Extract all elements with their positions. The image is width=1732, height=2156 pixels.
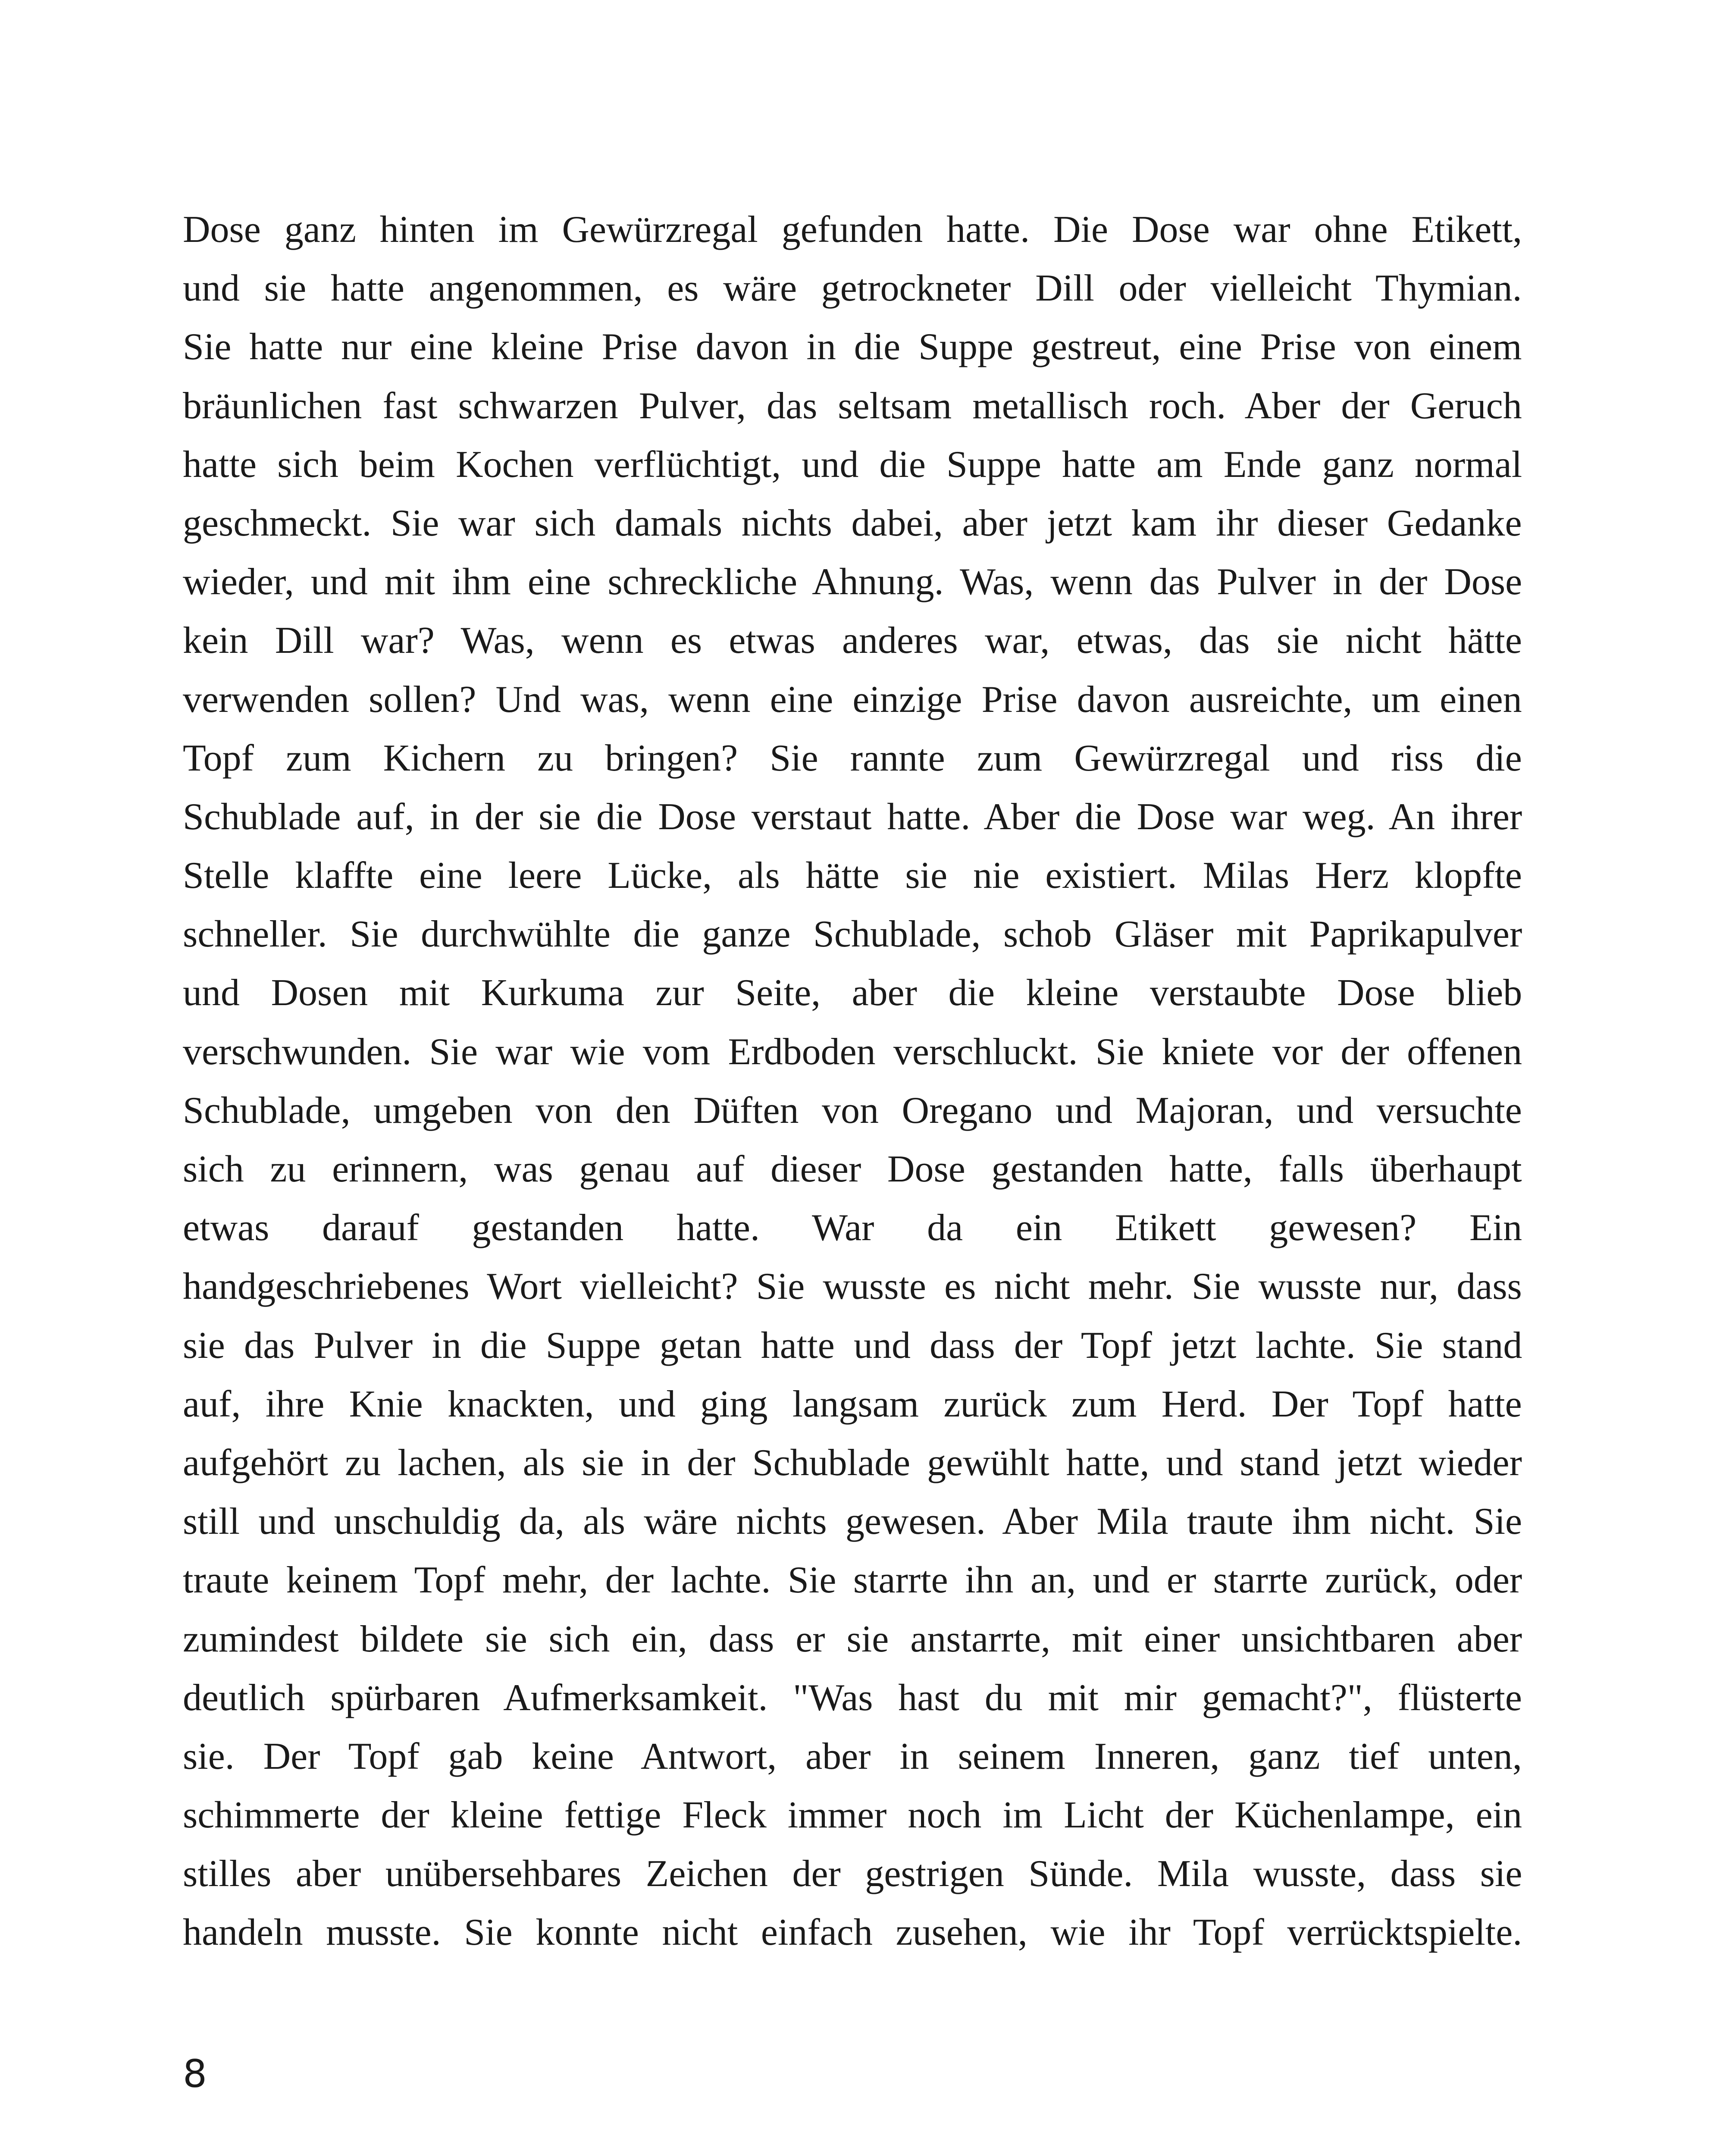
- text-line: verwenden sollen? Und was, wenn eine einzige Prise davon ausreichte, um einen: [183, 678, 1522, 721]
- text-line: sie das Pulver in die Suppe getan hatte und dass der Topf jetzt lachte. Sie stand: [183, 1324, 1522, 1366]
- text-line: und Dosen mit Kurkuma zur Seite, aber die kleine verstaubte Dose blieb: [183, 972, 1522, 1014]
- text-line: Sie hatte nur eine kleine Prise davon in die Suppe gestreut, eine Prise von einem: [183, 326, 1522, 368]
- body-text: [183, 201, 1522, 1962]
- text-line: bräunlichen fast schwarzen Pulver, das seltsam metallisch roch. Aber der Geruch: [183, 385, 1522, 427]
- text-line: Topf zum Kichern zu bringen? Sie rannte zum Gewürzregal und riss die: [183, 737, 1522, 779]
- text-line: sie. Der Topf gab keine Antwort, aber in seinem Inneren, ganz tief unten,: [183, 1735, 1522, 1777]
- text-line: wieder, und mit ihm eine schreckliche Ahnung. Was, wenn das Pulver in der Dose: [183, 561, 1522, 603]
- text-line: traute keinem Topf mehr, der lachte. Sie starrte ihn an, und er starrte zurück, oder: [183, 1559, 1522, 1601]
- text-line: Schublade auf, in der sie die Dose verstaut hatte. Aber die Dose war weg. An ihrer: [183, 796, 1522, 838]
- text-line: und sie hatte angenommen, es wäre getrockneter Dill oder vielleicht Thymian.: [183, 267, 1522, 310]
- text-line: still und unschuldig da, als wäre nichts gewesen. Aber Mila traute ihm nicht. Sie: [183, 1501, 1522, 1543]
- text-line: hatte sich beim Kochen verflüchtigt, und die Suppe hatte am Ende ganz normal: [183, 443, 1522, 486]
- text-line: schimmerte der kleine fettige Fleck immer noch im Licht der Küchenlampe, ein: [183, 1794, 1522, 1836]
- text-line: stilles aber unübersehbares Zeichen der gestrigen Sünde. Mila wusste, dass sie: [183, 1853, 1522, 1895]
- text-line: handgeschriebenes Wort vielleicht? Sie wusste es nicht mehr. Sie wusste nur, dass: [183, 1266, 1522, 1308]
- text-line: handeln musste. Sie konnte nicht einfach zusehen, wie ihr Topf verrücktspielte.: [183, 1912, 1522, 1954]
- text-line: verschwunden. Sie war wie vom Erdboden verschluckt. Sie kniete vor der offenen: [183, 1031, 1522, 1073]
- text-line: schneller. Sie durchwühlte die ganze Schublade, schob Gläser mit Paprikapulver: [183, 913, 1522, 956]
- text-line: Stelle klaffte eine leere Lücke, als hätte sie nie existiert. Milas Herz klopfte: [183, 855, 1522, 897]
- text-line: Dose ganz hinten im Gewürzregal gefunden hatte. Die Dose war ohne Etikett,: [183, 209, 1522, 251]
- text-line: etwas darauf gestanden hatte. War da ein Etikett gewesen? Ein: [183, 1207, 1522, 1249]
- text-line: kein Dill war? Was, wenn es etwas anderes war, etwas, das sie nicht hätte: [183, 620, 1522, 662]
- text-line: zumindest bildete sie sich ein, dass er sie anstarrte, mit einer unsichtbaren aber: [183, 1618, 1522, 1660]
- text-line: aufgehört zu lachen, als sie in der Schublade gewühlt hatte, und stand jetzt wieder: [183, 1442, 1522, 1484]
- text-line: sich zu erinnern, was genau auf dieser Dose gestanden hatte, falls überhaupt: [183, 1148, 1522, 1190]
- text-line: auf, ihre Knie knackten, und ging langsam zurück zum Herd. Der Topf hatte: [183, 1383, 1522, 1425]
- text-line: geschmeckt. Sie war sich damals nichts dabei, aber jetzt kam ihr dieser Gedanke: [183, 502, 1522, 544]
- text-line: deutlich spürbaren Aufmerksamkeit. "Was hast du mit mir gemacht?", flüsterte: [183, 1677, 1522, 1719]
- text-line: Schublade, umgeben von den Düften von Oregano und Majoran, und versuchte: [183, 1089, 1522, 1131]
- page-number: 8: [183, 2052, 207, 2096]
